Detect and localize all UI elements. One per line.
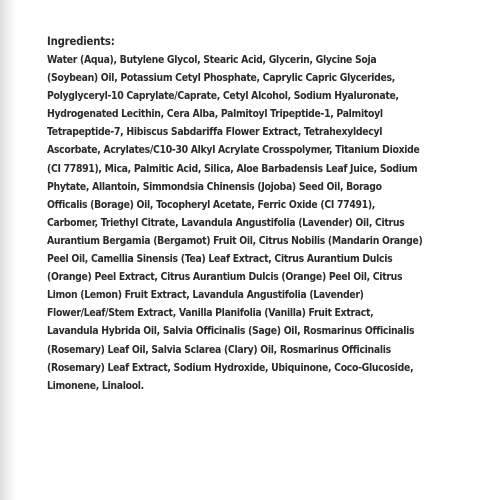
ingredients-text-block — [47, 34, 427, 395]
ingredient-line: Hydrogenated Lecithin, Cera Alba, Palmitoyl Tripeptide-1, Palmitoyl — [47, 108, 383, 121]
ingredients-heading: Ingredients: — [47, 34, 115, 48]
ingredient-line: Peel Oil, Camellia Sinensis (Tea) Leaf Extract, Citrus Aurantium Dulcis — [47, 253, 393, 266]
ingredient-line: Limonene, Linalool. — [47, 379, 144, 392]
ingredient-line: Aurantium Bergamia (Bergamot) Fruit Oil, Citrus Nobilis (Mandarin Orange) — [47, 234, 423, 247]
package-edge-shadow — [0, 0, 16, 500]
ingredient-line: Tetrapeptide-7, Hibiscus Sabdariffa Flower Extract, Tetrahexyldecyl — [47, 126, 383, 139]
ingredient-line: (Soybean) Oil, Potassium Cetyl Phosphate, Caprylic Capric Glycerides, — [47, 72, 396, 85]
ingredient-line: Carbomer, Triethyl Citrate, Lavandula Angustifolia (Lavender) Oil, Citrus — [47, 216, 405, 229]
ingredient-line: Lavandula Hybrida Oil, Salvia Officinalis (Sage) Oil, Rosmarinus Officinalis — [47, 325, 415, 338]
ingredient-line: (CI 77891), Mica, Palmitic Acid, Silica, Aloe Barbadensis Leaf Juice, Sodium — [47, 162, 418, 175]
ingredient-line: Ascorbate, Acrylates/C10-30 Alkyl Acrylate Crosspolymer, Titanium Dioxide — [47, 144, 420, 157]
ingredient-line: Polyglyceryl-10 Caprylate/Caprate, Cetyl Alcohol, Sodium Hyaluronate, — [47, 90, 399, 103]
ingredient-line: Officalis (Borage) Oil, Tocopheryl Acetate, Ferric Oxide (CI 77491), — [47, 198, 376, 211]
ingredient-line: Flower/Leaf/Stem Extract, Vanilla Planifolia (Vanilla) Fruit Extract, — [47, 307, 374, 320]
ingredient-line: Phytate, Allantoin, Simmondsia Chinensis (Jojoba) Seed Oil, Borago — [47, 180, 382, 193]
ingredient-line: Limon (Lemon) Fruit Extract, Lavandula Angustifolia (Lavender) — [47, 289, 364, 302]
ingredient-line: (Orange) Peel Extract, Citrus Aurantium Dulcis (Orange) Peel Oil, Citrus — [47, 271, 403, 284]
ingredient-line: (Rosemary) Leaf Oil, Salvia Sclarea (Clary) Oil, Rosmarinus Officinalis — [47, 343, 391, 356]
ingredient-line: (Rosemary) Leaf Extract, Sodium Hydroxide, Ubiquinone, Coco-Glucoside, — [47, 361, 414, 374]
ingredient-line: Water (Aqua), Butylene Glycol, Stearic Acid, Glycerin, Glycine Soja — [47, 54, 377, 66]
